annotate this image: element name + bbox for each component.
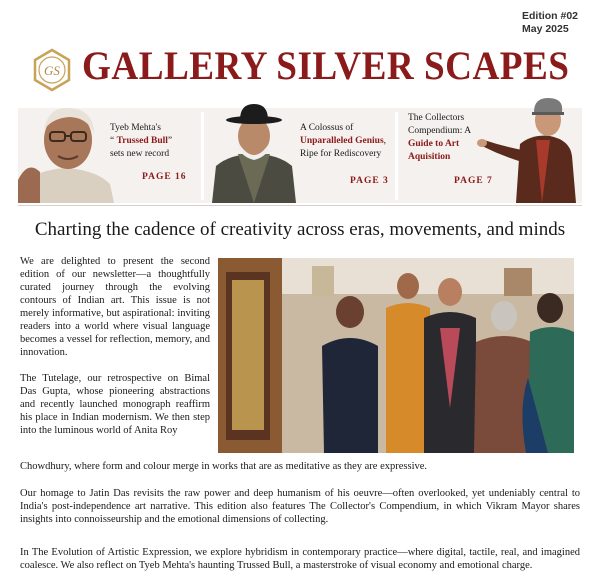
portrait-collector	[476, 90, 582, 203]
edition-date: May 2025	[521, 23, 569, 35]
strip-divider	[201, 112, 204, 200]
strip-divider	[395, 112, 398, 200]
gallery-logo	[30, 48, 74, 92]
feature-1-line2	[110, 135, 172, 148]
section-rule	[18, 205, 582, 206]
feature-2-line2	[300, 135, 386, 148]
feature-2-text	[300, 122, 386, 161]
feature-3-line2: Compendium: A	[408, 126, 472, 136]
edition-number: Edition #02	[521, 10, 578, 22]
paragraph-2-part2: Chowdhury, where form and colour merge in works that are as meditative as they are expressive.	[20, 461, 428, 472]
feature-1-line3: sets new record	[110, 149, 170, 159]
portrait-hat-man	[208, 100, 300, 203]
feature-3-highlight2: Aquisition	[408, 152, 451, 162]
paragraph-2-part1: The Tutelage, our retrospective on Bimal Das Gupta, whose pioneering abstractions and recently launched monograph reaffirm his place in Indian modernism. We then step into the luminous world of Anita Roy	[20, 373, 210, 436]
feature-2-page[interactable]: PAGE 3	[350, 176, 389, 186]
quote-close: ”	[167, 136, 173, 146]
paragraph-3: Our homage to Jatin Das revisits the raw power and deep humanism of his oeuvre—often overlooked, yet undeniably central to India's post-independence art narrative. This edition also features The Collector's Compendium, in which Vikram Mayor shares insights into connoisseurship and the emotional dimensions of collecting.	[20, 488, 580, 525]
feature-2-line1: A Colossus of	[300, 123, 354, 133]
feature-1-highlight: Trussed Bull	[116, 136, 168, 146]
feature-1-text	[110, 122, 172, 161]
masthead	[0, 0, 600, 100]
feature-strip	[18, 100, 582, 203]
feature-2-line3: Ripe for Rediscovery	[300, 149, 382, 159]
logo-letters: GS	[44, 63, 60, 78]
edition-info	[522, 10, 578, 36]
feature-1-line1: Tyeb Mehta's	[110, 123, 161, 133]
portrait-tyeb-mehta	[18, 100, 116, 203]
feature-2-comma: ,	[383, 136, 387, 146]
main-headline: Charting the cadence of creativity across eras, movements, and minds	[34, 219, 566, 240]
feature-1-page[interactable]: PAGE 16	[142, 172, 187, 182]
intro-column	[20, 255, 210, 437]
feature-3-line1: The Collectors	[408, 113, 465, 123]
paragraph-1: We are delighted to present the second edition of our newsletter—a thoughtfully curated journey through the evolving contours of Indian art. This issue is not merely informative, but aspirational: inviting readers into a world where visual language becomes a vessel for reflection, memory, and innovation.	[20, 256, 210, 358]
feature-3-highlight1: Guide to Art	[408, 139, 460, 149]
paragraph-4: In The Evolution of Artistic Expression, we explore hybridism in contemporary practice—where digital, tactile, real, and imagined coalesce. We also reflect on Tyeb Mehta's haunting Trussed Bull, a masterstroke of visual economy and emotional charge.	[20, 547, 580, 571]
feature-3-text	[408, 112, 471, 164]
newsletter-title: GALLERY SILVER SCAPES	[82, 43, 570, 88]
feature-3-page[interactable]: PAGE 7	[454, 176, 493, 186]
gallery-event-photo	[218, 258, 574, 453]
quote-open: “	[110, 136, 117, 146]
feature-2-highlight: Unparalleled Genius	[300, 136, 384, 146]
